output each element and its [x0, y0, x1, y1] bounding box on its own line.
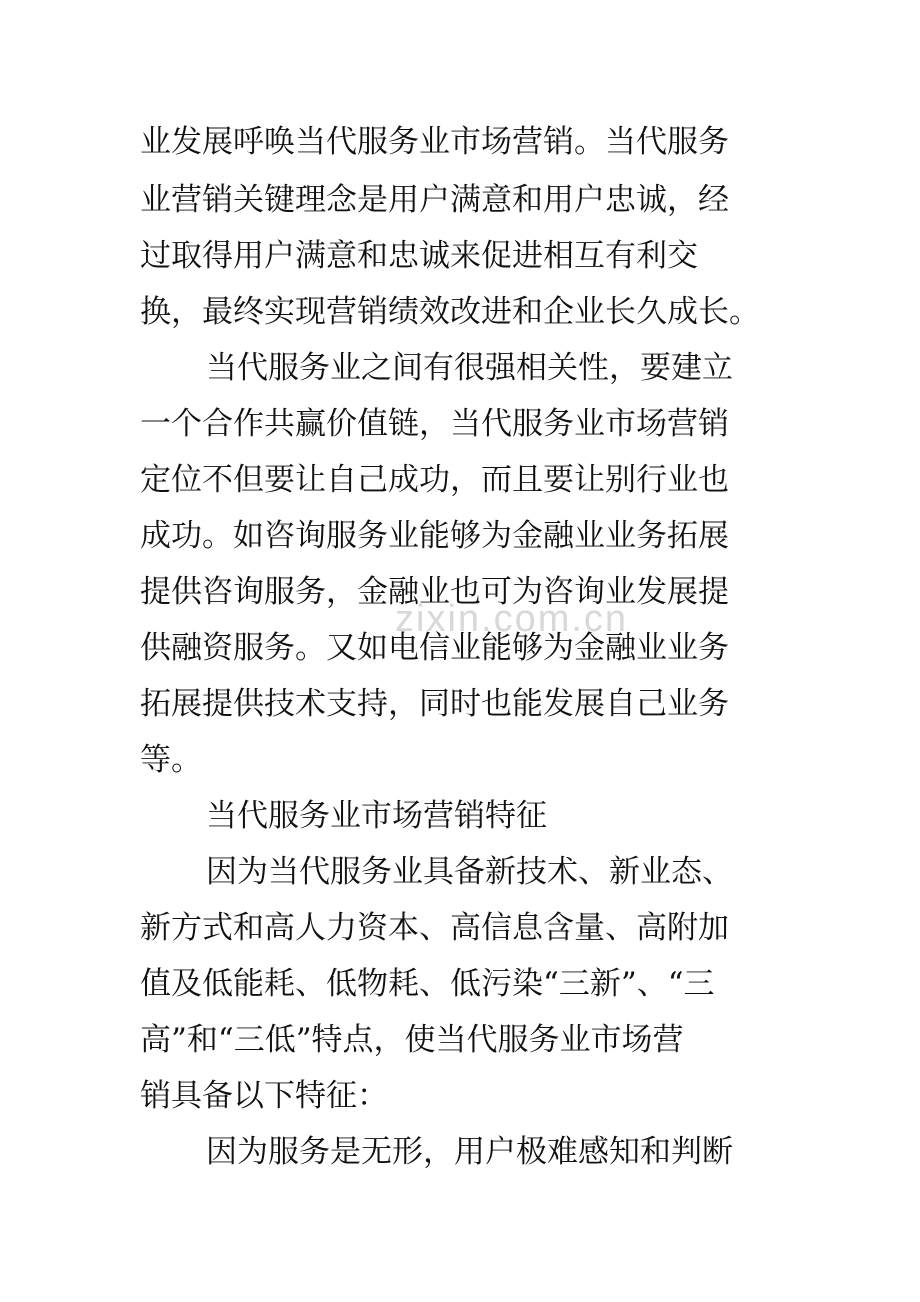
text-line: 业营销关键理念是用户满意和用户忠诚，经: [140, 182, 729, 218]
text-line: 定位不但要让自己成功，而且要让别行业也: [140, 462, 729, 498]
text-line: 提供咨询服务，金融业也可为咨询业发展提: [140, 574, 729, 610]
text-line: 高”和“三低”特点，使当代服务业市场营: [140, 1022, 684, 1058]
text-line: 换，最终实现营销绩效改进和企业长久成长。: [140, 294, 760, 330]
text-line: 销具备以下特征：: [140, 1078, 388, 1114]
paragraph-first-line: 当代服务业之间有很强相关性，要建立: [206, 350, 733, 386]
paragraph-first-line: 因为服务是无形，用户极难感知和判断: [206, 1134, 733, 1170]
text-line: 新方式和高人力资本、高信息含量、高附加: [140, 910, 729, 946]
paragraph-first-line: 因为当代服务业具备新技术、新业态、: [206, 854, 733, 890]
text-line: 一个合作共赢价值链，当代服务业市场营销: [140, 406, 729, 442]
text-line: 过取得用户满意和忠诚来促进相互有利交: [140, 238, 698, 274]
section-heading: 当代服务业市场营销特征: [206, 798, 547, 834]
text-line: 成功。如咨询服务业能够为金融业业务拓展: [140, 518, 729, 554]
text-line: 业发展呼唤当代服务业市场营销。当代服务: [140, 124, 729, 160]
watermark: zixin.com.cn: [395, 598, 629, 640]
text-line: 供融资服务。又如电信业能够为金融业业务: [140, 630, 729, 666]
text-line: 值及低能耗、低物耗、低污染“三新”、“三: [140, 966, 715, 1002]
text-line: 拓展提供技术支持，同时也能发展自己业务: [140, 686, 729, 722]
text-line: 等。: [140, 742, 202, 778]
